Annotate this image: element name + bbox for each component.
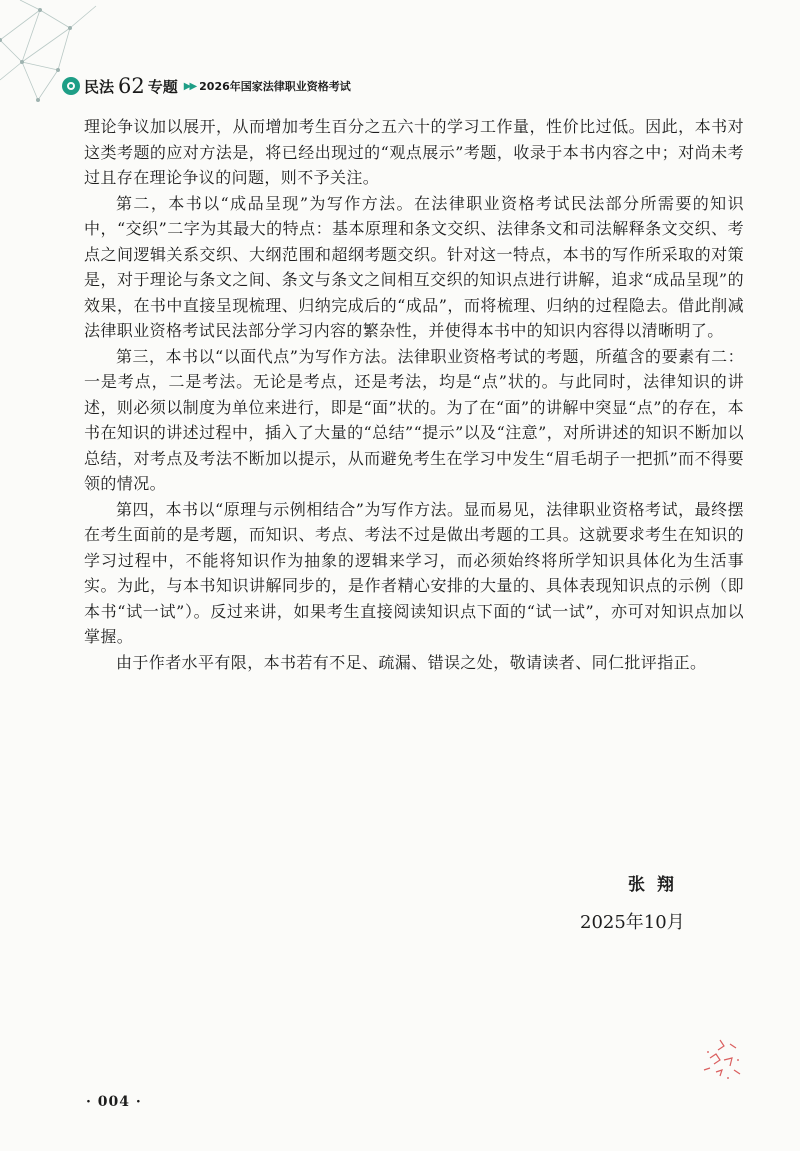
signature-date: 2025年10月 <box>580 912 685 933</box>
paragraph: 第四，本书以“原理与示例相结合”为写作方法。显而易见，法律职业资格考试，最终摆在考生面前的是考题，而知识、考点、考法不过是做出考题的工具。这就要求考生在知识的学习过程中，不能将知识作为抽象的逻辑来学习，而必须始终将所学知识具体化为生活事实。为此，与本书知识讲解同步的，是作者精心安排的大量的、具体表现知识点的示例（即本书“试一试”）。反过来讲，如果考生直接阅读知识点下面的“试一试”，亦可对知识点加以掌握。 <box>84 499 744 646</box>
header-exam-title: 2026年国家法律职业资格考试 <box>199 80 351 93</box>
double-arrow-icon: ▶▶ <box>183 80 196 92</box>
page-number: · 004 · <box>86 1094 142 1110</box>
header-number: 62 <box>118 74 145 98</box>
header-topic: 专题 <box>147 77 178 96</box>
paragraph: 由于作者水平有限，本书若有不足、疏漏、错误之处，敬请读者、同仁批评指正。 <box>116 652 707 672</box>
body-text <box>84 114 744 675</box>
paragraph-continuation: 理论争议加以展开，从而增加考生百分之五六十的学习工作量，性价比过低。因此，本书对这类考题的应对方法是，将已经出现过的“观点展示”考题，收录于本书内容之中；对尚未考过且存在理论争议的问题，则不予关注。 <box>84 117 744 187</box>
seal-stamp-fragment <box>690 1030 750 1090</box>
paragraph: 第三，本书以“以面代点”为写作方法。法律职业资格考试的考题，所蕴含的要素有二：一是考点，二是考法。无论是考点，还是考法，均是“点”状的。与此同时，法律知识的讲述，则必须以制度为单位来进行，即是“面”状的。为了在“面”的讲解中突显“点”的存在，本书在知识的讲述过程中，插入了大量的“总结”“提示”以及“注意”，对所讲述的知识不断加以总结，对考点及考法不断加以提示，从而避免考生在学习中发生“眉毛胡子一把抓”而不得要领的情况。 <box>84 346 744 493</box>
running-header <box>62 74 351 98</box>
author-signature: 张翔 <box>628 875 686 895</box>
header-subject: 民法 <box>84 77 115 96</box>
paragraph: 第二，本书以“成品呈现”为写作方法。在法律职业资格考试民法部分所需要的知识中，“交织”二字为其最大的特点：基本原理和条文交织、法律条文和司法解释条文交织、考点之间逻辑关系交织、大纲范围和超纲考题交织。针对这一特点，本书的写作所采取的对策是，对于理论与条文之间、条文与条文之间相互交织的知识点进行讲解，追求“成品呈现”的效果，在书中直接呈现梳理、归纳完成后的“成品”，而将梳理、归纳的过程隐去。借此削减法律职业资格考试民法部分学习内容的繁杂性，并使得本书中的知识内容得以清晰明了。 <box>84 193 744 340</box>
logo-icon <box>62 77 80 95</box>
